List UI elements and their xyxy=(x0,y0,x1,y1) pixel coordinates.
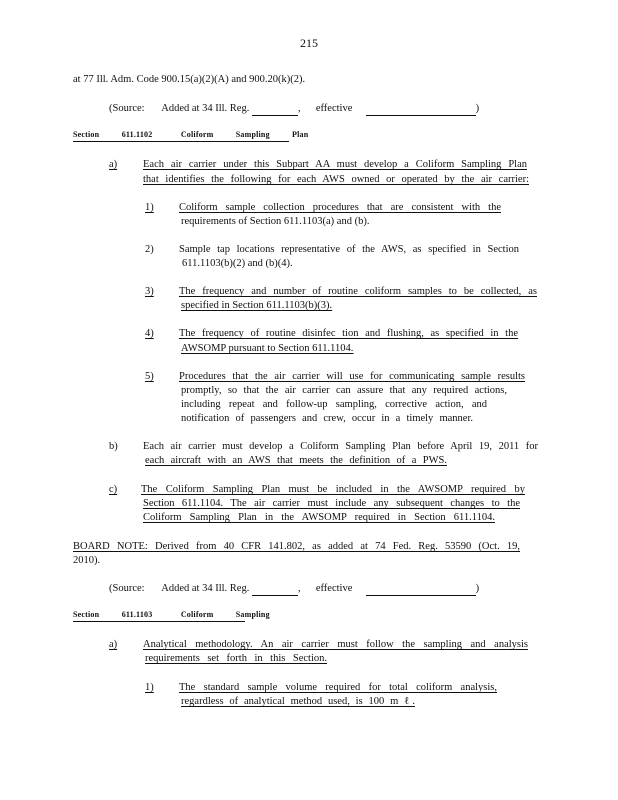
blank-reg-number xyxy=(252,584,298,596)
section-number: 611.1103 xyxy=(121,610,153,619)
item-5-marker: 5) xyxy=(145,371,154,382)
source-effective: effective xyxy=(315,583,353,594)
item-2a1-line-1: The standard sample volume required for total coliform analysis, xyxy=(179,682,497,693)
page-number: 215 xyxy=(300,36,318,50)
subsection-b-line-1: Each air carrier must develop a Coliform Sampling Plan before April 19, 2011 for xyxy=(143,441,538,452)
board-note-line-1: BOARD NOTE: Derived from 40 CFR 141.802, as added at 74 Fed. Reg. 53590 (Oct. 19, xyxy=(73,541,520,552)
source-added: Added at 34 Ill. Reg. xyxy=(161,103,250,114)
subsection-c-line-1: The Coliform Sampling Plan must be included in the AWSOMP required by xyxy=(141,484,525,495)
item-5-line-1: Procedures that the air carrier will use for communicating sample results xyxy=(179,371,525,382)
blank-effective-date xyxy=(366,104,476,116)
item-2-line-1: Sample tap locations representative of the AWS, as specified in Section xyxy=(179,244,519,255)
source-close: ) xyxy=(475,103,480,114)
item-1-line-2: requirements of Section 611.1103(a) and (b). xyxy=(181,216,370,227)
item-4-line-2: AWSOMP pursuant to Section 611.1104. xyxy=(181,343,354,354)
item-5-line-2: promptly, so that the air carrier can assure that any required actions, xyxy=(181,385,507,396)
item-5-line-4: notification of passengers and crew, occur in a timely manner. xyxy=(181,413,473,424)
subsection-2a-line-1: Analytical methodology. An air carrier must follow the sampling and analysis xyxy=(143,639,528,650)
item-2a1-line-2: regardless of analytical method used, is 100 m ℓ. xyxy=(181,696,415,707)
section-title: Coliform Sampling xyxy=(180,610,270,619)
intro-line: at 77 Ill. Adm. Code 900.15(a)(2)(A) and 900.20(k)(2). xyxy=(73,74,306,85)
subsection-a-line-1: Each air carrier under this Subpart AA must develop a Coliform Sampling Plan xyxy=(143,159,527,170)
source-note-1 xyxy=(109,101,479,116)
item-4-marker: 4) xyxy=(145,328,154,339)
subsection-c-line-2: Section 611.1104. The air carrier must include any subsequent changes to the xyxy=(143,498,520,509)
subsection-b-line-2: each aircraft with an AWS that meets the definition of a PWS. xyxy=(145,455,447,466)
subsection-2a-marker: a) xyxy=(109,639,118,650)
section-title: Coliform Sampling Plan xyxy=(180,130,309,139)
source-note-2 xyxy=(109,581,479,596)
blank-reg-number xyxy=(252,104,298,116)
section-number: 611.1102 xyxy=(121,130,153,139)
item-3-line-1: The frequency and number of routine coliform samples to be collected, as xyxy=(179,286,537,297)
source-added: Added at 34 Ill. Reg. xyxy=(161,583,250,594)
item-2a1-marker: 1) xyxy=(145,682,154,693)
item-1-marker: 1) xyxy=(145,202,154,213)
source-prefix: (Source: xyxy=(109,583,145,594)
subsection-a-line-2: that identifies the following for each AWS owned or operated by the air carrier: xyxy=(143,174,529,185)
subsection-a-marker: a) xyxy=(109,159,118,170)
item-2-marker: 2) xyxy=(145,244,154,255)
board-note-line-2: 2010). xyxy=(73,555,101,566)
item-3-marker: 3) xyxy=(145,286,154,297)
item-1-line-1: Coliform sample collection procedures that are consistent with the xyxy=(179,202,501,213)
item-4-line-1: The frequency of routine disinfec tion and flushing, as specified in the xyxy=(179,328,518,339)
item-2-line-2: 611.1103(b)(2) and (b)(4). xyxy=(182,258,293,269)
source-effective: effective xyxy=(315,103,353,114)
source-close: ) xyxy=(475,583,480,594)
subsection-c-line-3: Coliform Sampling Plan in the AWSOMP required in Section 611.1104. xyxy=(143,512,495,523)
source-prefix: (Source: xyxy=(109,103,145,114)
source-comma: , xyxy=(297,103,301,114)
subsection-2a-line-2: requirements set forth in this Section. xyxy=(145,653,327,664)
section-heading-611-1102 xyxy=(73,129,309,142)
section-heading-611-1103 xyxy=(73,609,270,622)
section-label: Section xyxy=(73,130,100,139)
blank-effective-date xyxy=(366,584,476,596)
section-label: Section xyxy=(73,610,100,619)
item-3-line-2: specified in Section 611.1103(b)(3). xyxy=(181,300,333,311)
subsection-c-marker: c) xyxy=(109,484,118,495)
source-comma: , xyxy=(297,583,301,594)
item-5-line-3: including repeat and follow-up sampling, corrective action, and xyxy=(181,399,487,410)
subsection-b-marker: b) xyxy=(109,441,118,452)
